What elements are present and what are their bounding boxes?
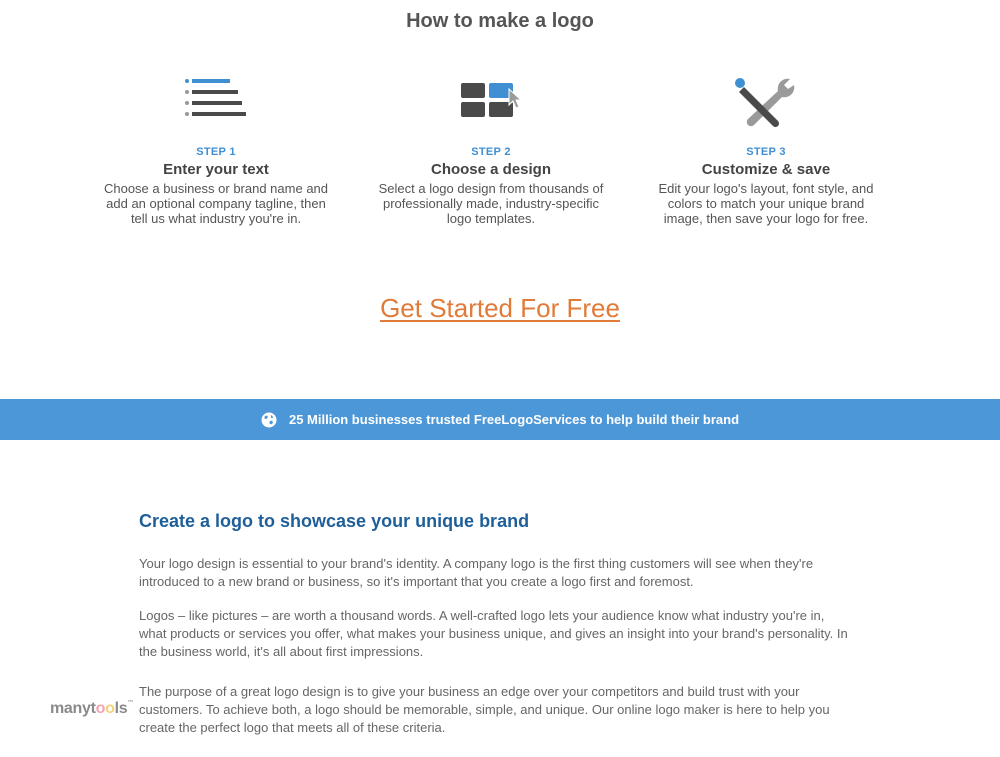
trust-bar bbox=[0, 399, 1000, 440]
trust-bar-text: 25 Million businesses trusted FreeLogoServices to help build their brand bbox=[288, 412, 740, 427]
content-section bbox=[139, 511, 854, 737]
step-title: Customize & save bbox=[701, 161, 831, 178]
get-started-link[interactable]: Get Started For Free bbox=[380, 293, 620, 323]
step-title: Choose a design bbox=[430, 161, 552, 178]
step-number: STEP 3 bbox=[746, 146, 786, 158]
globe-icon bbox=[261, 412, 277, 428]
step-number: STEP 2 bbox=[471, 146, 511, 158]
step-2 bbox=[376, 70, 606, 226]
paragraph: The purpose of a great logo design is to give your business an edge over your competitors and build trust with your customers. To achieve both, a logo should be memorable, simple, and unique. Our online logo maker is here to help you create the perfect logo that meets all of these criteria. bbox=[139, 684, 830, 735]
design-grid-icon bbox=[376, 70, 606, 132]
step-1 bbox=[101, 70, 331, 226]
step-description: Edit your logo's layout, font style, and colors to match your unique brand image, then save your logo for free. bbox=[658, 181, 874, 226]
section-heading: Create a logo to showcase your unique brand bbox=[139, 511, 530, 531]
step-number: STEP 1 bbox=[196, 146, 236, 158]
tools-icon bbox=[651, 70, 881, 132]
manytools-watermark: manytools™ bbox=[50, 700, 134, 717]
paragraph: Your logo design is essential to your brand's identity. A company logo is the first thing customers will see when they're introduced to a new brand or business, so it's important that you create a logo first and foremost. bbox=[139, 556, 814, 589]
step-3 bbox=[651, 70, 881, 226]
cta-container bbox=[0, 293, 1000, 324]
paragraph: Logos – like pictures – are worth a thousand words. A well-crafted logo lets your audience know what industry you're in, what products or services you offer, what makes your business unique, and gives an insight into your brand's personality. In the business world, it's all about first impressions. bbox=[139, 608, 848, 659]
step-description: Choose a business or brand name and add an optional company tagline, then tell us what industry you're in. bbox=[103, 181, 329, 226]
text-lines-icon bbox=[101, 70, 331, 132]
page-title: How to make a logo bbox=[406, 10, 594, 32]
step-description: Select a logo design from thousands of professionally made, industry-specific logo templates. bbox=[378, 181, 604, 226]
step-title: Enter your text bbox=[163, 161, 269, 178]
